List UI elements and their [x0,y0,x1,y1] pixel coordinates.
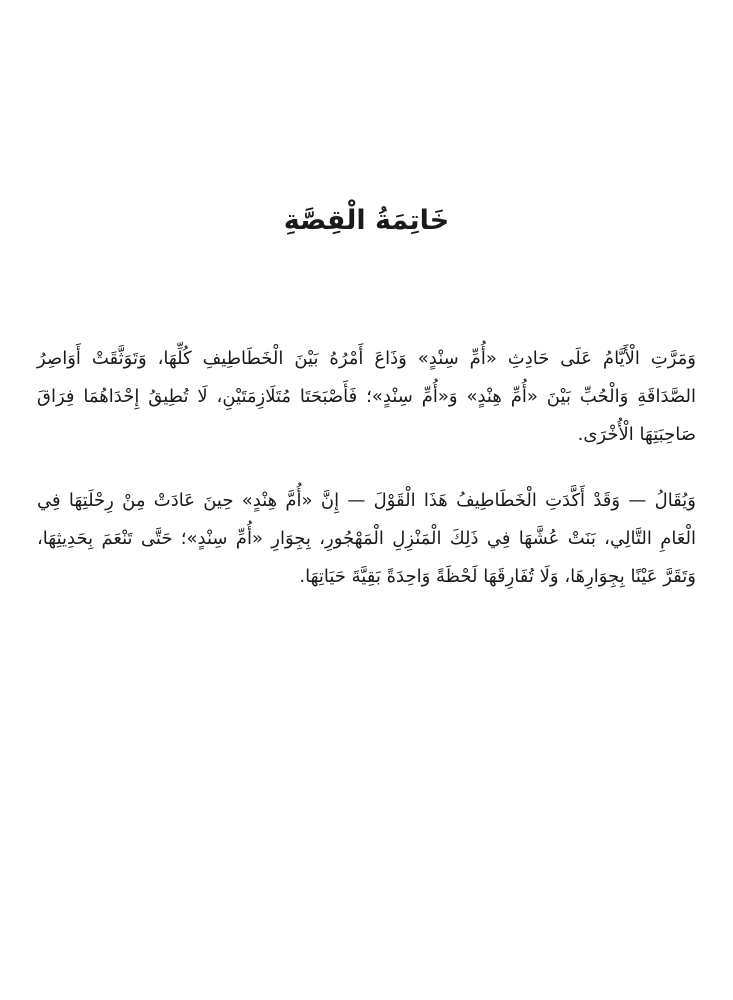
chapter-title: خَاتِمَةُ الْقِصَّةِ [283,205,450,236]
paragraph-2: وَيُقَالُ — وَقَدْ أَكَّدَتِ الْخَطَاطِيفُ هَذَا الْقَوْلَ — إِنَّ «أُمَّ هِنْدٍ» حِينَ عَادَتْ مِنْ رِحْلَتِهَا فِي الْعَامِ التَّالِي، بَنَتْ عُشَّهَا فِي ذَلِكَ الْمَنْزِلِ الْمَهْجُورِ، بِجِوَارِ «أُمِّ سِنْدٍ»؛ حَتَّى تَنْعَمَ بِحَدِيثِهَا، وَتَقَرَّ عَيْنًا بِجِوَارِهَا، وَلَا تُفَارِقَهَا لَحْظَةً وَاحِدَةً بَقِيَّةَ حَيَاتِهَا. [37,490,696,587]
paragraph-1: وَمَرَّتِ الْأَيَّامُ عَلَى حَادِثِ «أُمِّ سِنْدٍ» وَذَاعَ أَمْرُهُ بَيْنَ الْخَطَاطِيفِ كُلِّهَا، وَتَوَثَّقَتْ أَوَاصِرُ الصَّدَاقَةِ وَالْحُبِّ بَيْنَ «أُمِّ هِنْدٍ» وَ«أُمِّ سِنْدٍ»؛ فَأَصْبَحَتَا مُتَلَازِمَتَيْنِ، لَا تُطِيقُ إِحْدَاهُمَا فِرَاقَ صَاحِبَتِهَا الْأُخْرَى. [37,348,696,445]
